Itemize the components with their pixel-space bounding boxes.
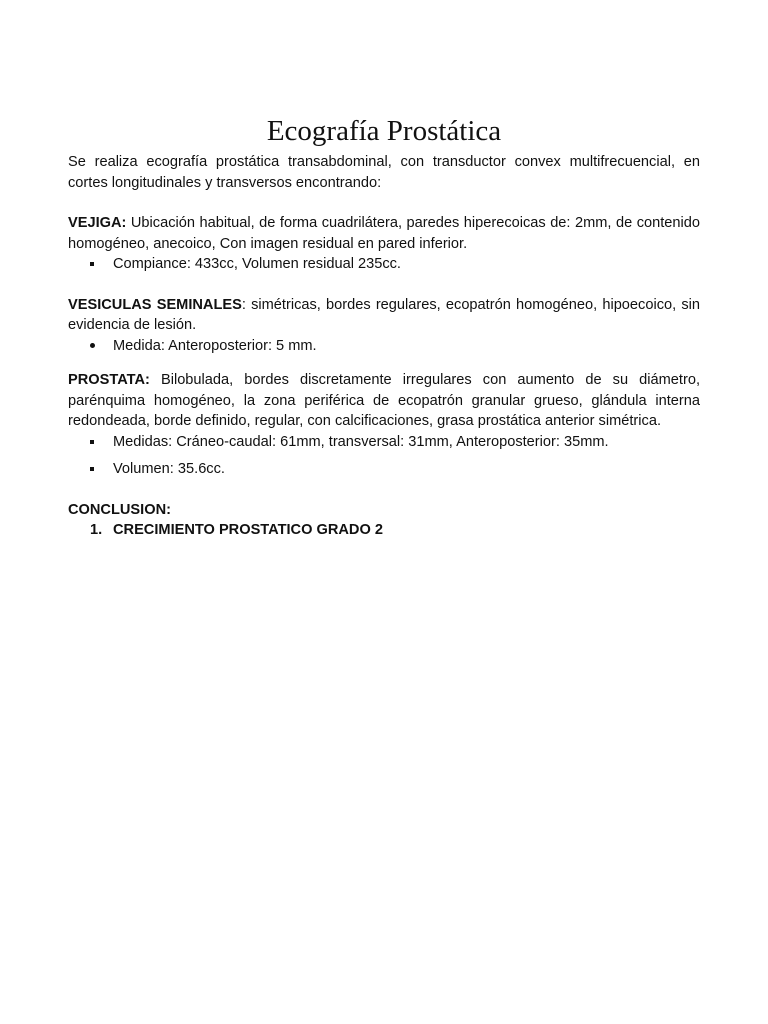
- list-item: Medidas: Cráneo-caudal: 61mm, transversal: 31mm, Anteroposterior: 35mm.: [68, 432, 700, 453]
- spacer: [68, 275, 700, 295]
- conclusion-item-text: CRECIMIENTO PROSTATICO GRADO 2: [113, 522, 383, 538]
- vejiga-label: VEJIGA:: [68, 215, 127, 231]
- intro-paragraph: Se realiza ecografía prostática transabdominal, con transductor convex multifrecuencial, en cortes longitudinales y transversos encontrando:: [68, 154, 700, 191]
- list-item: Volumen: 35.6cc.: [68, 459, 700, 480]
- spacer: [68, 480, 700, 500]
- prostata-paragraph: [68, 370, 700, 432]
- spacer: [68, 193, 700, 213]
- vejiga-paragraph: [68, 213, 700, 254]
- list-item: Compiance: 433cc, Volumen residual 235cc.: [68, 254, 700, 275]
- spacer: [68, 356, 700, 370]
- vesiculas-paragraph: [68, 295, 700, 336]
- prostata-label: PROSTATA:: [68, 372, 150, 388]
- list-item: [68, 520, 700, 541]
- vesiculas-label: VESICULAS SEMINALES: [68, 296, 242, 313]
- vesiculas-text: : simétricas, bordes regulares, ecopatrón homogéneo, hipoecoico, sin evidencia de lesión.: [68, 296, 701, 333]
- conclusion-list: [68, 520, 700, 541]
- list-item: Medida: Anteroposterior: 5 mm.: [68, 336, 700, 357]
- conclusion-label: [68, 500, 700, 521]
- document-page: [68, 112, 700, 541]
- vejiga-text: Ubicación habitual, de forma cuadrilátera, paredes hiperecoicas de: 2mm, de contenido homogéneo, anecoico, Con imagen residual en pared inferior.: [68, 215, 700, 252]
- vesiculas-list: [68, 336, 700, 357]
- vejiga-list: [68, 254, 700, 275]
- list-number: 1.: [90, 522, 103, 538]
- conclusion-heading: CONCLUSION:: [68, 501, 171, 518]
- prostata-text: Bilobulada, bordes discretamente irregulares con aumento de su diámetro, parénquima homogéneo, la zona periférica de ecopatrón granular grueso, glándula interna redondeada, borde definido, regular, con calcificaciones, grasa prostática anterior simétrica.: [68, 372, 700, 429]
- prostata-list: [68, 432, 700, 480]
- document-title: Ecografía Prostática: [266, 115, 502, 147]
